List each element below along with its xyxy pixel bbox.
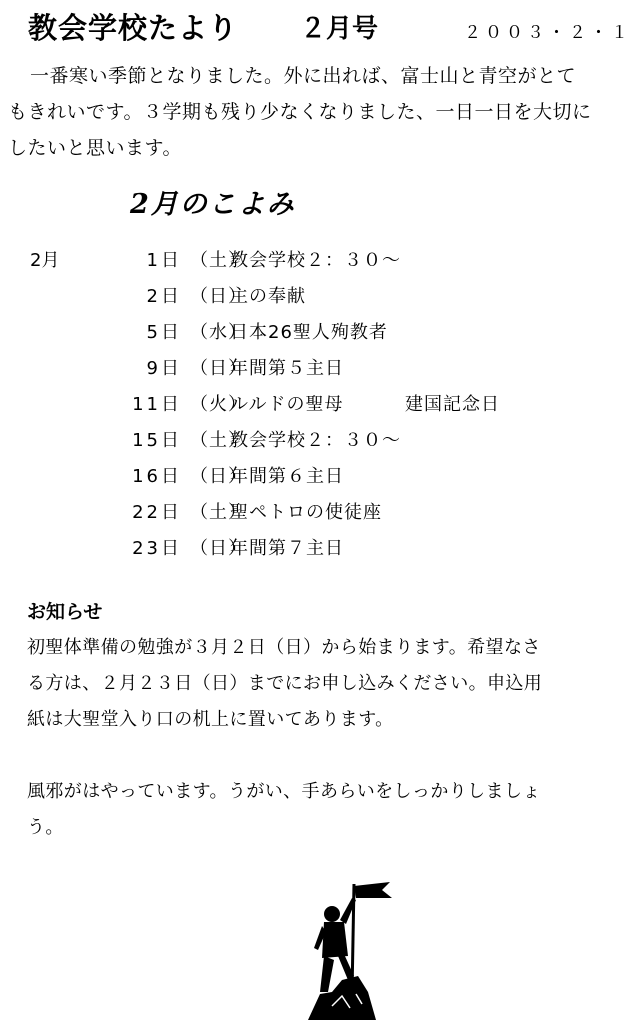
calendar-event: 主の奉献 — [230, 286, 306, 307]
calendar-date: 2日 — [146, 286, 182, 307]
calendar-event: ルルドの聖母 — [230, 394, 344, 415]
paragraph-gap — [27, 738, 607, 774]
calendar-date: 23日 — [132, 538, 182, 559]
calendar-event: 聖ペトロの使徒座 — [230, 502, 382, 523]
flag — [354, 882, 392, 898]
notice-heading: お知らせ — [27, 601, 103, 623]
intro-line-3: したいと思います。 — [8, 137, 182, 159]
calendar-date: 9日 — [146, 358, 182, 379]
calendar-date: 11日 — [132, 394, 182, 415]
calendar-event: 日本26聖人殉教者 — [230, 322, 388, 343]
calendar-row — [0, 348, 642, 384]
calendar-row — [0, 528, 642, 564]
calendar-weekday: （水） — [190, 322, 247, 343]
calendar-date: 1日 — [146, 250, 182, 271]
climber-head — [324, 906, 340, 922]
calendar-row — [0, 420, 642, 456]
calendar-event: 年間第５主日 — [230, 358, 344, 379]
calendar-row — [0, 276, 642, 312]
calendar-weekday: （日） — [190, 358, 247, 379]
climber-with-flag-icon — [302, 876, 412, 1021]
calendar-row — [0, 312, 642, 348]
calendar-date: 16日 — [132, 466, 182, 487]
newsletter-title: 教会学校たより — [28, 11, 239, 45]
notice-body — [27, 630, 607, 846]
calendar-weekday: （土） — [190, 502, 247, 523]
notice-line: 初聖体準備の勉強が３月２日（日）から始まります。希望なさ — [27, 637, 541, 658]
calendar-weekday: （日） — [190, 466, 247, 487]
issue-date: ２００３・２・１ — [464, 23, 632, 43]
calendar-heading: 2月のこよみ — [130, 189, 296, 220]
issue-label: ２月号 — [300, 14, 379, 44]
calendar-month: 2月 — [30, 250, 60, 271]
calendar-row — [0, 384, 642, 420]
notice-line: 風邪がはやっています。うがい、手あらいをしっかりしましょ — [27, 781, 541, 802]
rock-peak — [308, 976, 376, 1020]
intro-line-1: 一番寒い季節となりました。外に出れば、富士山と青空がとて — [30, 65, 577, 87]
calendar-row — [0, 492, 642, 528]
calendar-row — [0, 456, 642, 492]
notice-line: 紙は大聖堂入り口の机上に置いてあります。 — [27, 709, 394, 730]
climber-illustration — [302, 876, 412, 1021]
calendar-event: 年間第７主日 — [230, 538, 344, 559]
intro-line-2: もきれいです。３学期も残り少なくなりました、一日一日を大切に — [8, 101, 592, 123]
calendar-event: 教会学校２：３０～ — [230, 430, 401, 451]
calendar-event: 教会学校２：３０～ — [230, 250, 401, 271]
calendar-weekday: （日） — [190, 286, 247, 307]
calendar-date: 22日 — [132, 502, 182, 523]
calendar-date: 5日 — [146, 322, 182, 343]
calendar-event: 年間第６主日 — [230, 466, 344, 487]
notice-line: う。 — [27, 817, 64, 838]
calendar-weekday: （火） — [190, 394, 247, 415]
intro-paragraph — [8, 58, 634, 166]
calendar-list — [0, 240, 642, 564]
climber-leg — [320, 956, 334, 992]
calendar-weekday: （土） — [190, 250, 247, 271]
calendar-weekday: （土） — [190, 430, 247, 451]
climber-body — [322, 922, 348, 958]
notice-line: る方は、２月２３日（日）までにお申し込みください。申込用 — [27, 673, 543, 694]
newsletter-header — [28, 6, 632, 50]
calendar-row — [0, 240, 642, 276]
calendar-date: 15日 — [132, 430, 182, 451]
calendar-weekday: （日） — [190, 538, 247, 559]
calendar-event-extra: 建国記念日 — [405, 394, 500, 415]
